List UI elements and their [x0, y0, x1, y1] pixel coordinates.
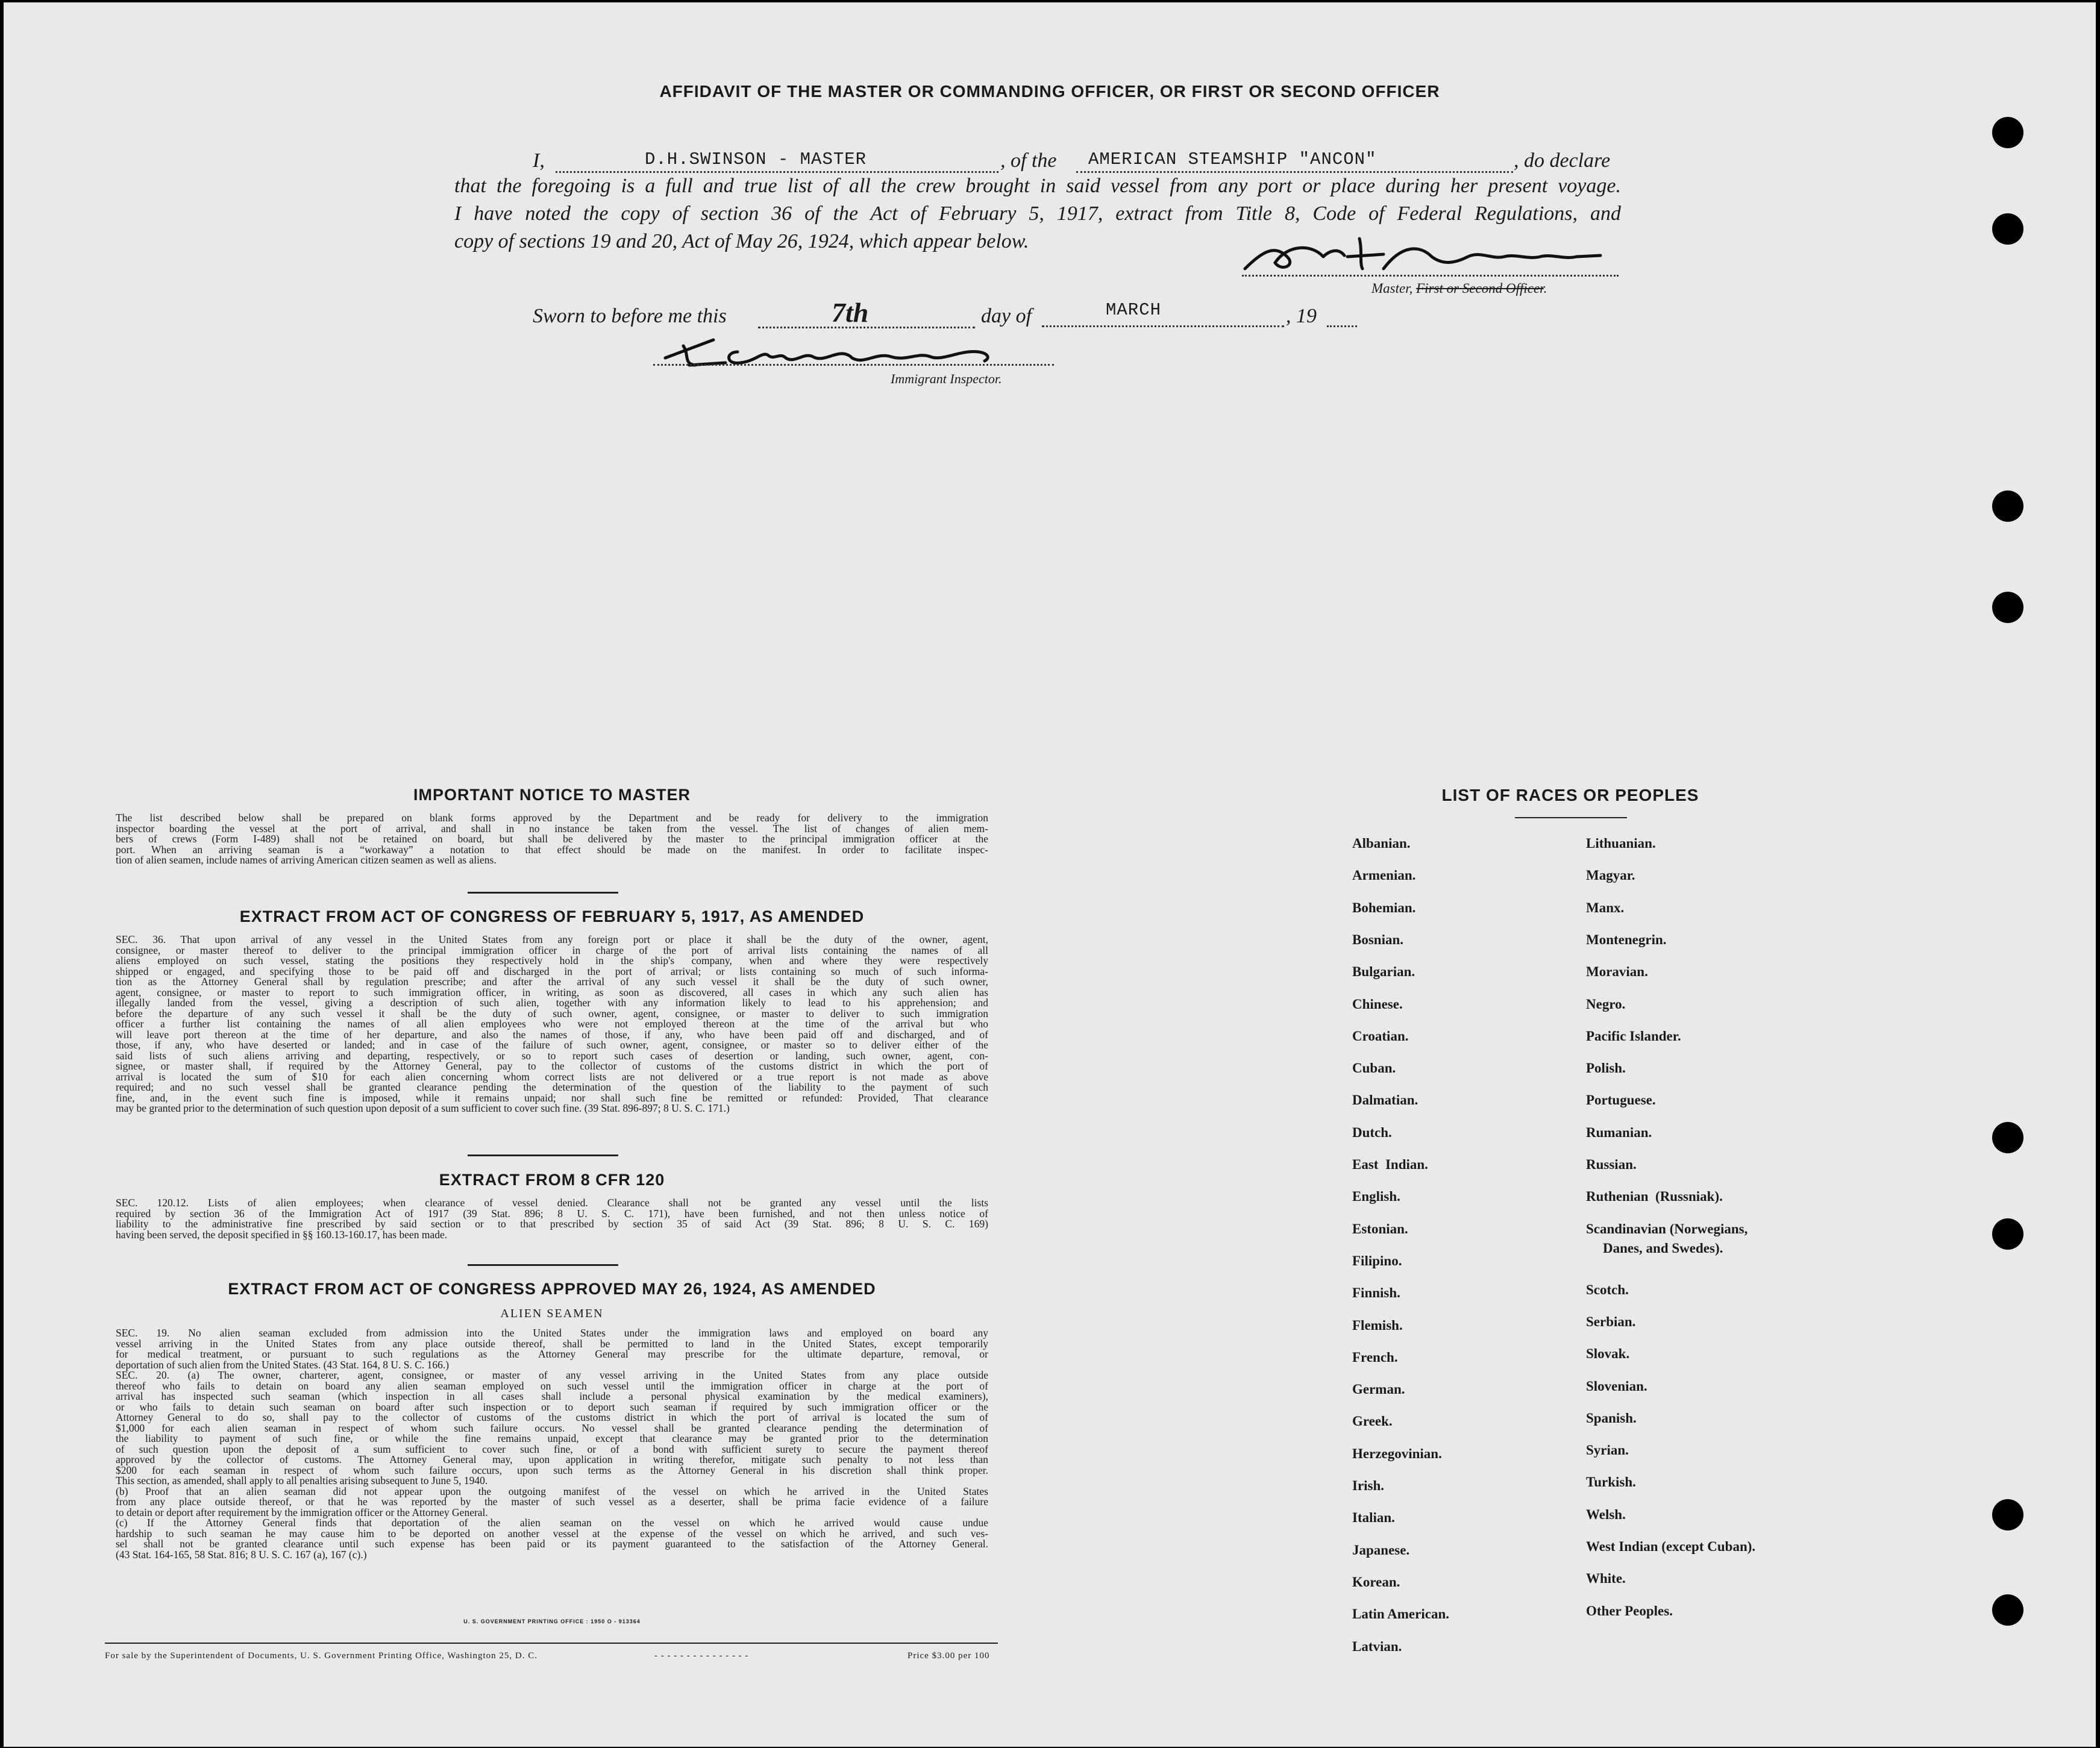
sworn-day: 7th	[832, 297, 869, 328]
text-line: $1,000 for each alien seaman in respect of whom such failure occurs. No vessel shall be granted clearance pending the determination of	[116, 1421, 988, 1434]
text-line: agent, consignee, or master to report to such immigration officer, in writing, as soon as discovered, all cases in which any such alien has	[116, 986, 988, 998]
race-item: Italian.	[1352, 1510, 1395, 1526]
text-line: consignee, or master thereof to deliver to the principal immigration officer in charge of the port of arrival lists containing the names of all	[116, 944, 988, 956]
text-line: bers of crews (Form I-489) shall not be retained on board, but shall be delivered by the master to the principal immigration officer at the	[116, 833, 988, 845]
notice-divider	[468, 892, 618, 894]
race-item: Welsh.	[1586, 1506, 1626, 1522]
text-line: aliens employed on such vessel, stating the positions they respectively hold in the ship's company, when and where they were respectively	[116, 954, 988, 966]
footer-price: Price $3.00 per 100	[907, 1651, 990, 1661]
text-line: SEC. 36. That upon arrival of any vessel in the United States from any foreign port or place it shall be the duty of the owner, agent,	[116, 933, 988, 945]
race-item: Herzegovinian.	[1352, 1446, 1442, 1461]
text-line: illegally landed from the vessel, giving a description of such alien, together with any information likely to lead to his apprehension; and	[116, 997, 988, 1009]
of-the-label: , of the	[1000, 149, 1057, 172]
race-item: French.	[1352, 1349, 1398, 1365]
text-line: fine, and, in the event such fine is imposed, while it remains unpaid; nor shall such fine be remitted or refunded: Provided, That clearance	[116, 1091, 988, 1104]
master-signature-line	[1242, 263, 1619, 277]
footer-rule	[105, 1643, 998, 1644]
race-item: Latin American.	[1352, 1606, 1449, 1622]
race-item: Rumanian.	[1586, 1124, 1652, 1140]
text-line: may be granted prior to the determination of such question upon deposit of a sum sufficient to cover such fine. (39 Stat. 896-897; 8 U. S. C. 171.)	[116, 1102, 730, 1114]
notice-title: IMPORTANT NOTICE TO MASTER	[413, 786, 691, 804]
i-label: I,	[533, 149, 545, 172]
race-item: Estonian.	[1352, 1221, 1408, 1236]
extract-1917-divider	[468, 1154, 618, 1156]
race-item: Bulgarian.	[1352, 964, 1415, 980]
inspector-signature	[659, 328, 1009, 376]
race-item: English.	[1352, 1189, 1400, 1204]
declaration-line-3: copy of sections 19 and 20, Act of May 26, 1924, which appear below.	[454, 230, 1029, 252]
vessel-name: AMERICAN STEAMSHIP "ANCON"	[1088, 149, 1377, 169]
text-line: having been served, the deposit specified in §§ 160.13-160.17, has been made.	[116, 1228, 448, 1241]
notice-text	[116, 813, 988, 866]
text-line: said lists of such aliens arriving and departing, respectively, or so to report such cases of desertion or landing, such owner, agent, con-	[116, 1049, 988, 1062]
text-line: before the departure of any such vessel it shall be the duty of such owner, agent, consignee, or master to deliver to such immigration	[116, 1007, 988, 1020]
race-item: Croatian.	[1352, 1028, 1409, 1044]
race-item: Dalmatian.	[1352, 1092, 1418, 1108]
master-signature-caption	[1371, 281, 1547, 296]
text-line: will leave port thereon at the time of her departure, and also the names of those, if any, who have been paid off and discharged, and of	[116, 1028, 988, 1041]
text-line: sel shall not be granted clearance until such expense has been paid or its payment guaranteed to the satisfaction of the Attorney General.	[116, 1538, 988, 1550]
text-line: SEC. 20. (a) The owner, charterer, agent, consignee, or master of any vessel arriving in the United States from any place outside	[116, 1369, 988, 1381]
race-item: Syrian.	[1586, 1443, 1629, 1458]
race-item: Serbian.	[1586, 1314, 1636, 1329]
sworn-month: MARCH	[1106, 300, 1162, 320]
declaration-line-2: I have noted the copy of section 36 of the Act of February 5, 1917, extract from Title 8, Code of Federal Regulations, and	[454, 202, 1621, 225]
race-item: Polish.	[1586, 1060, 1626, 1076]
races-divider	[1515, 817, 1627, 818]
text-line: of such question upon the deposit of a sum sufficient to cover such fine, or of a bond with sufficient surety to secure the payment thereof	[116, 1443, 988, 1455]
race-item: Latvian.	[1352, 1638, 1402, 1654]
race-item: Spanish.	[1586, 1410, 1637, 1426]
race-item: Bohemian.	[1352, 900, 1416, 915]
extract-1917-text	[116, 935, 988, 1114]
text-line: required; and no such vessel shall be granted clearance pending the determination of the question of the liability to the payment of such	[116, 1081, 988, 1093]
race-item: Danes, and Swedes).	[1603, 1240, 1723, 1256]
race-item: Ruthenian (Russniak).	[1586, 1189, 1723, 1204]
text-line: liability to the administrative fine prescribed by said section or to that prescribed by section 35 of said Act (39 Stat. 896; 8 U. S. C. 169)	[116, 1218, 988, 1230]
punch-hole	[1992, 1218, 2023, 1250]
race-item: Lithuanian.	[1586, 836, 1656, 851]
race-item: Slovak.	[1586, 1346, 1630, 1362]
declaration-line-1: that the foregoing is a full and true list of all the crew brought in said vessel from any port or place during her present voyage.	[454, 175, 1621, 197]
text-line: arrival has inspected such seaman (which inspection in all cases shall include a personal physical examination by the medical examiners),	[116, 1390, 988, 1402]
caption-dot: .	[1543, 281, 1547, 296]
sworn-day-line	[758, 297, 975, 328]
text-line: hardship to such seaman he may cause him to be deported on another vessel at the expense of the vessel on which he arrived, and such ves-	[116, 1527, 988, 1540]
cfr-120-divider	[468, 1264, 618, 1266]
race-item: Dutch.	[1352, 1124, 1392, 1140]
footer-left: For sale by the Superintendent of Documents, U. S. Government Printing Office, Washington 25, D. C.	[105, 1651, 538, 1661]
printer-imprint: U. S. GOVERNMENT PRINTING OFFICE : 1950 O - 913364	[463, 1618, 641, 1624]
caption-master: Master,	[1371, 281, 1417, 296]
punch-hole	[1992, 1499, 2023, 1530]
inspector-caption: Immigrant Inspector.	[891, 371, 1002, 386]
cfr-120-text	[116, 1198, 988, 1240]
year-line	[1327, 300, 1357, 327]
race-item: Filipino.	[1352, 1253, 1402, 1268]
text-line: inspector boarding the vessel at the port of arrival, and shall in no instance be taken from the vessel. The list of changes of alien mem-	[116, 822, 988, 835]
affidavit-title: AFFIDAVIT OF THE MASTER OR COMMANDING OFFICER, OR FIRST OR SECOND OFFICER	[659, 82, 1440, 101]
race-item: Magyar.	[1586, 868, 1635, 883]
race-item: East Indian.	[1352, 1157, 1428, 1172]
text-line: officer a further list containing the names of all alien employees who were not employed thereon at the time of the arrival but who	[116, 1018, 988, 1030]
extract-1924-title: EXTRACT FROM ACT OF CONGRESS APPROVED MAY 26, 1924, AS AMENDED	[228, 1280, 876, 1298]
race-item: Moravian.	[1586, 964, 1648, 980]
race-item: Scandinavian (Norwegians,	[1586, 1221, 1748, 1236]
punch-hole	[1992, 1122, 2023, 1153]
text-line: (b) Proof that an alien seaman did not appear upon the outgoing manifest of the vessel on which he arrived in the United States	[116, 1485, 988, 1497]
race-item: Bosnian.	[1352, 932, 1404, 947]
text-line: deportation of such alien from the United States. (43 Stat. 164, 8 U. S. C. 166.)	[116, 1358, 450, 1371]
races-title: LIST OF RACES OR PEOPLES	[1441, 786, 1699, 804]
caption-first-second: First or Second Officer	[1416, 281, 1544, 296]
cfr-120-title: EXTRACT FROM 8 CFR 120	[439, 1171, 665, 1189]
text-line: Attorney General to do so, shall pay to the collector of customs of the customs district in which the port of arrival is located the sum of	[116, 1411, 988, 1423]
race-item: Chinese.	[1352, 996, 1403, 1012]
punch-hole	[1992, 117, 2023, 148]
text-line: SEC. 19. No alien seaman excluded from admission into the United States under the immigration laws and employed on board any	[116, 1327, 988, 1339]
race-item: Slovenian.	[1586, 1378, 1647, 1394]
text-line: vessel arriving in the United States from any place outside thereof, shall be permitted to land in the United States, except temporarily	[116, 1337, 988, 1350]
text-line: This section, as amended, shall apply to all penalties arising subsequent to June 5, 1940.	[116, 1474, 488, 1486]
text-line: arrival is located the sum of $10 for each alien concerning whom correct lists are not delivered or a true report is not made as above	[116, 1070, 988, 1083]
form-page	[4, 2, 2096, 1747]
vessel-name-line	[1076, 149, 1513, 173]
text-line: thereof who fails to detain on board any alien seaman employed on such vessel until the immigration officer in charge at the port of	[116, 1379, 988, 1392]
text-line: from any place outside thereof, or that he was reported by the master of such vessel as a deserter, shall be prima facie evidence of a failure	[116, 1496, 988, 1508]
punch-hole	[1992, 213, 2023, 245]
extract-1924-subtitle: ALIEN SEAMEN	[500, 1307, 604, 1320]
text-line: SEC. 120.12. Lists of alien employees; when clearance of vessel denied. Clearance shall not be granted any vessel until the lists	[116, 1197, 988, 1209]
text-line: $200 for each seaman in respect of whom such failure occurs, upon such terms as the Attorney General in his discretion shall think proper.	[116, 1464, 988, 1476]
text-line: shipped or engaged, and specifying those to be paid off and discharged in the port of arrival; or lists containing so much of such informa-	[116, 965, 988, 977]
race-item: Manx.	[1586, 900, 1625, 915]
extract-1917-title: EXTRACT FROM ACT OF CONGRESS OF FEBRUARY 5, 1917, AS AMENDED	[239, 907, 865, 926]
race-item: Portuguese.	[1586, 1092, 1656, 1108]
race-item: German.	[1352, 1382, 1405, 1397]
master-name-line	[556, 149, 998, 173]
race-item: Montenegrin.	[1586, 932, 1667, 947]
text-line: signee, or master shall, if required by the Attorney General, pay to the collector of customs of the customs district in which the port of	[116, 1060, 988, 1072]
extract-1924-text	[116, 1328, 988, 1560]
race-item: Negro.	[1586, 996, 1626, 1012]
text-line: required by section 36 of the Immigration Act of 1917 (39 Stat. 896; 8 U. S. C. 171), have been furnished, and not then unless notice of	[116, 1207, 988, 1220]
race-item: Cuban.	[1352, 1060, 1396, 1076]
text-line: the liability to payment of such fine, or while the fine remains unpaid, except that clearance may be granted prior to the determination	[116, 1432, 988, 1444]
text-line: tion of alien seamen, include names of arriving American citizen seamen as well as aliens.	[116, 854, 497, 866]
text-line: those, if any, who have deserted or landed; and in case of the failure of such owner, agent, consignee, or master so to deliver either of the	[116, 1039, 988, 1051]
race-item: Albanian.	[1352, 836, 1411, 851]
year-label: , 19	[1286, 305, 1317, 327]
text-line: to detain or deport after requirement by the immigration officer or the Attorney General.	[116, 1506, 488, 1518]
race-item: Pacific Islander.	[1586, 1028, 1681, 1044]
sworn-month-line	[1042, 300, 1284, 327]
text-line: approved by the collector of customs. The Attorney General may, upon application in writing therefor, mitigate such penalty to not less than	[116, 1453, 988, 1465]
text-line: tion as the Attorney General shall by regulation prescribe; and after the arrival of any such vessel it shall be the duty of such owner,	[116, 976, 988, 988]
race-item: Irish.	[1352, 1478, 1385, 1493]
race-item: West Indian (except Cuban).	[1586, 1539, 1756, 1554]
inspector-signature-line	[653, 354, 1054, 366]
text-line: (43 Stat. 164-165, 58 Stat. 816; 8 U. S. C. 167 (a), 167 (c).)	[116, 1548, 367, 1561]
text-line: The list described below shall be prepared on blank forms approved by the Department and be ready for delivery to the immigration	[116, 812, 988, 824]
text-line: or who fails to detain such seaman on board after such inspection or to deport such seaman if required by such immigration officer or the	[116, 1400, 988, 1413]
master-name: D.H.SWINSON - MASTER	[645, 149, 867, 169]
race-item: Russian.	[1586, 1157, 1637, 1172]
race-item: Other Peoples.	[1586, 1603, 1673, 1618]
punch-hole	[1992, 1594, 2023, 1626]
sworn-label: Sworn to before me this	[533, 305, 727, 327]
race-item: Turkish.	[1586, 1474, 1636, 1490]
race-item: White.	[1586, 1571, 1626, 1587]
race-item: Finnish.	[1352, 1285, 1400, 1301]
race-item: Japanese.	[1352, 1542, 1410, 1558]
race-item: Scotch.	[1586, 1282, 1629, 1297]
do-declare-label: , do declare	[1514, 149, 1611, 172]
punch-hole	[1992, 490, 2023, 522]
text-line: (c) If the Attorney General finds that deportation of the alien seaman on the vessel on which he arrived would cause undue	[116, 1517, 988, 1529]
race-item: Korean.	[1352, 1574, 1400, 1590]
race-item: Armenian.	[1352, 868, 1416, 883]
text-line: port. When an arriving seaman is a “workaway” a notation to that effect should be made on the manifest. In order to facilitate inspec-	[116, 843, 988, 856]
race-item: Greek.	[1352, 1414, 1393, 1429]
text-line: for medical treatment, or pursuant to such regulations as the Attorney General may prescribe for the ultimate departure, removal, or	[116, 1348, 988, 1360]
race-item: Flemish.	[1352, 1317, 1403, 1333]
footer-dashes: - - - - - - - - - - - - - - -	[654, 1651, 749, 1661]
punch-hole	[1992, 592, 2023, 623]
day-of-label: day of	[981, 305, 1032, 327]
